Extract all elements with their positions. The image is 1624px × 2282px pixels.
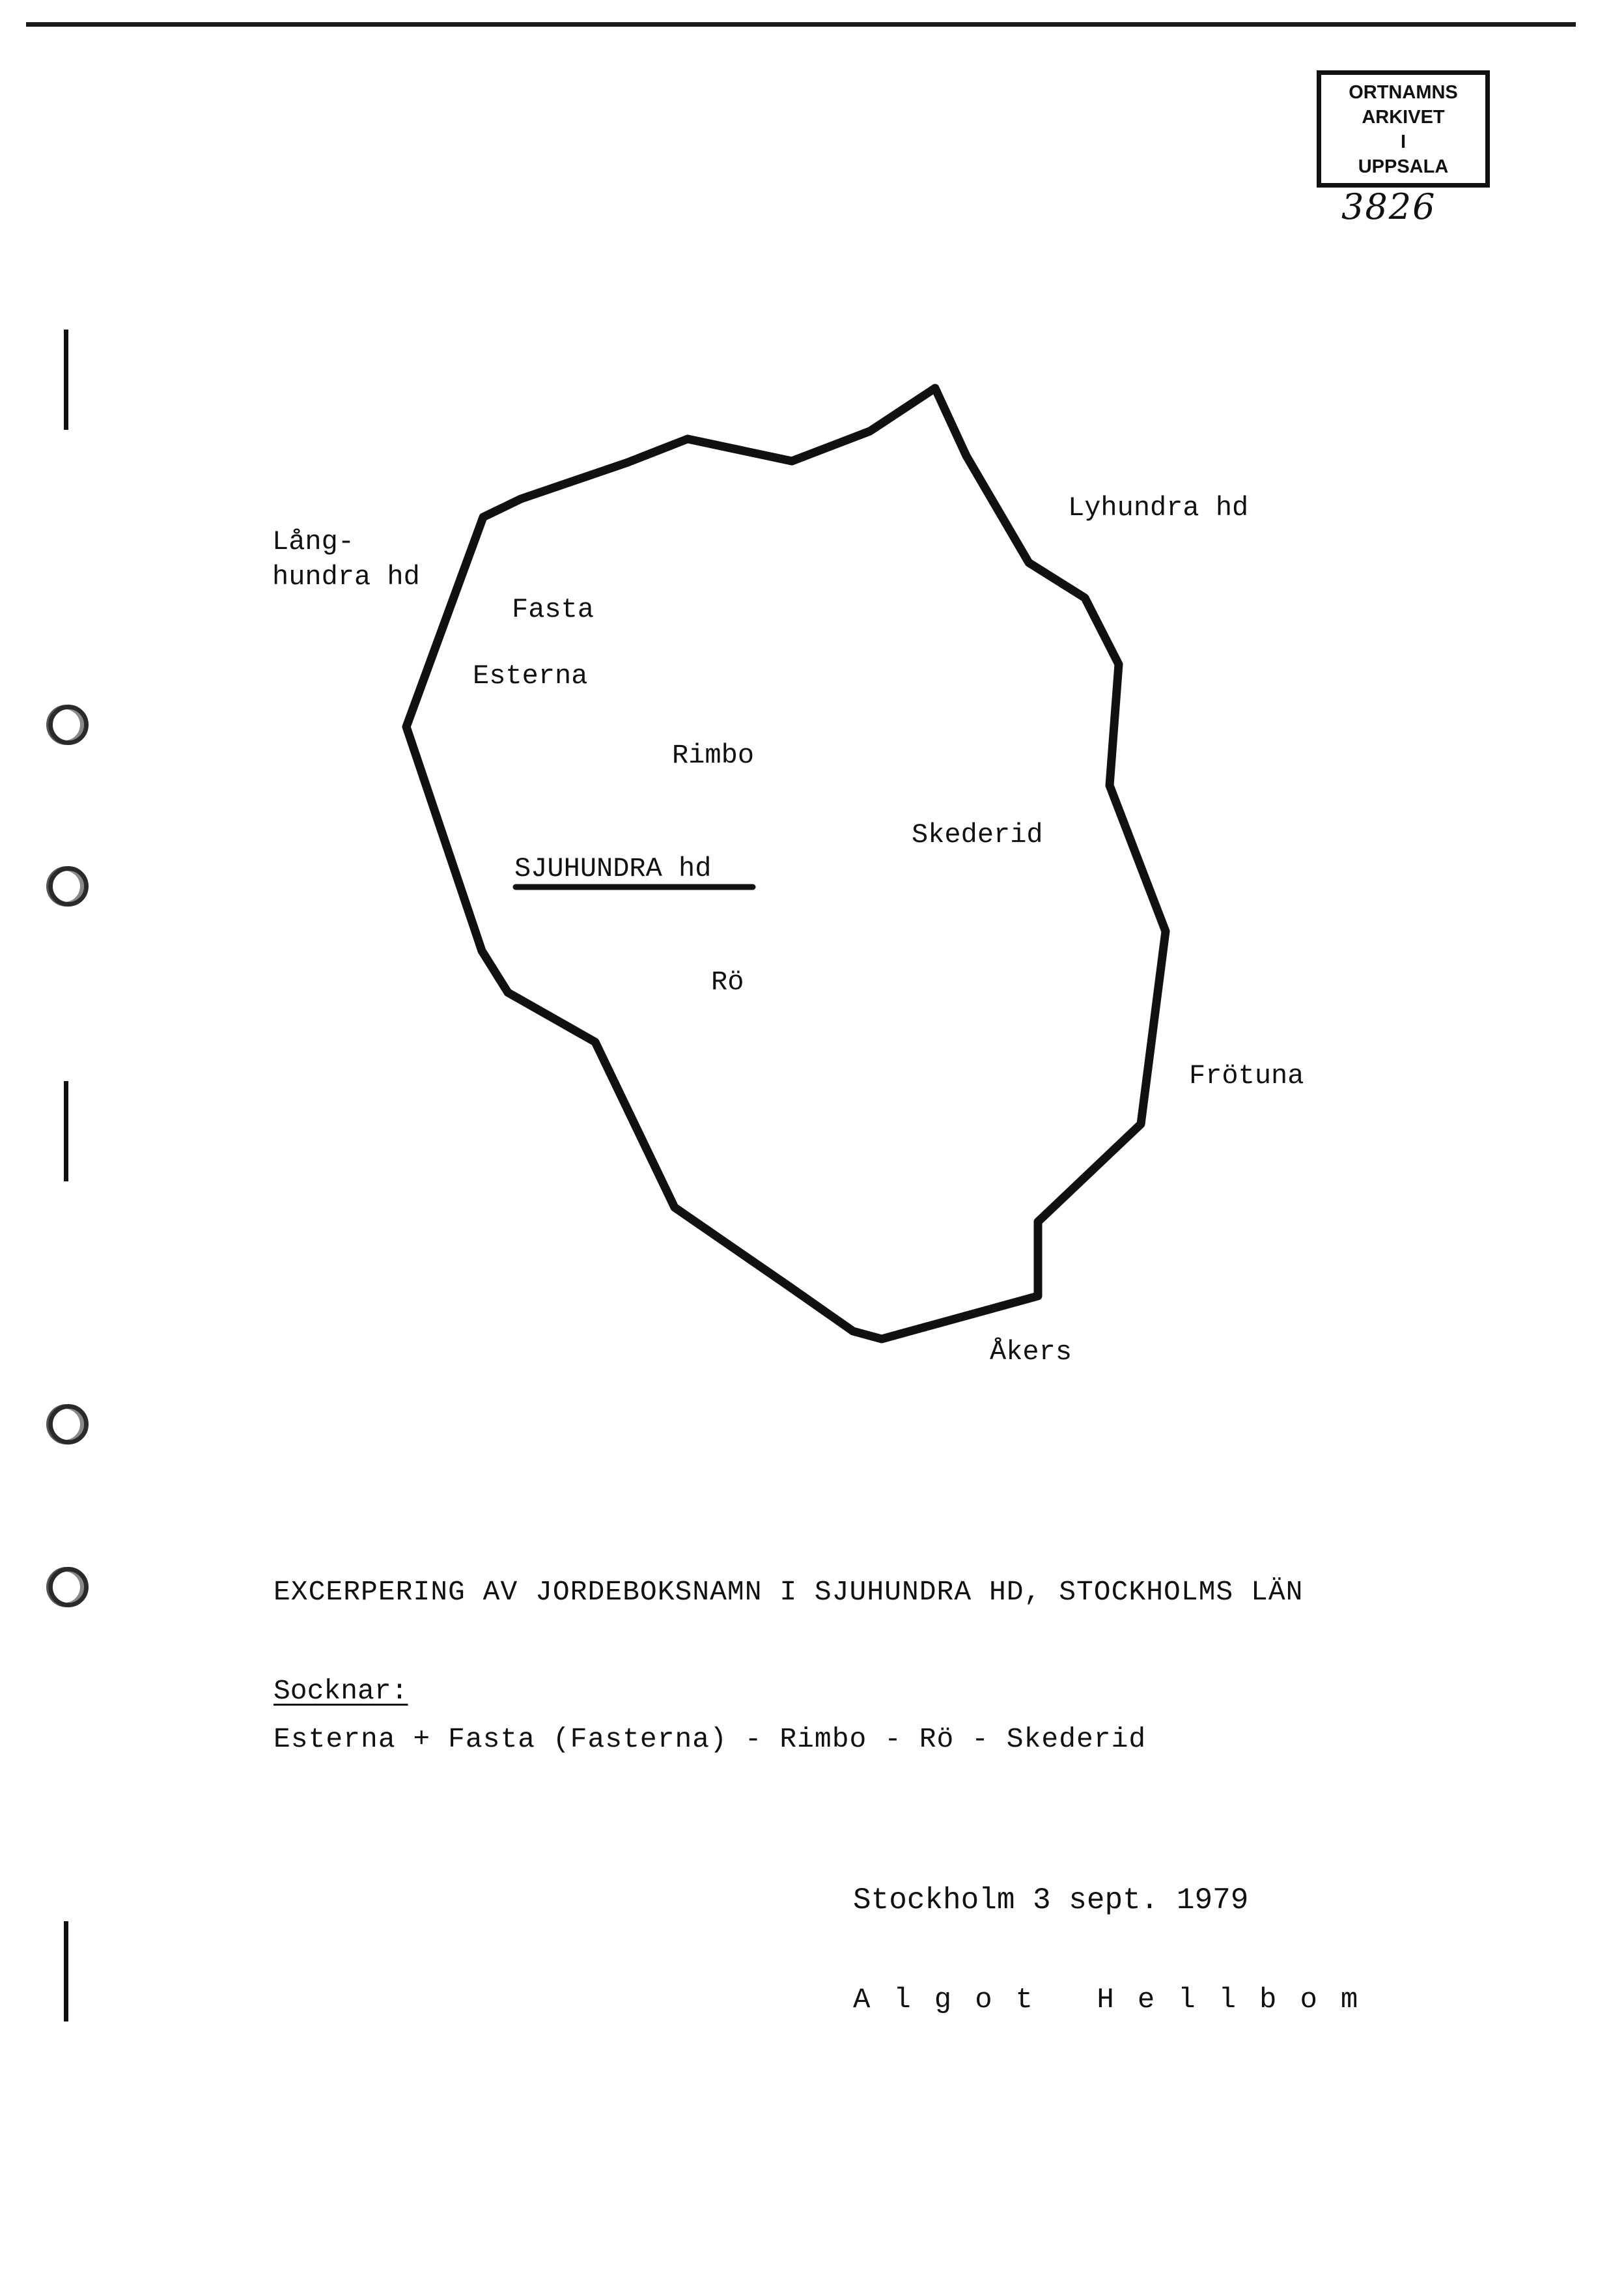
archive-number: 3826 xyxy=(1341,186,1436,227)
parishes-heading: Socknar: xyxy=(273,1675,408,1707)
district-name: SJUHUNDRA hd xyxy=(514,853,712,884)
neighbor-frotuna: Frötuna xyxy=(1189,1060,1304,1092)
neighbor-lang-line1: Lång- xyxy=(272,526,355,557)
stamp-line: ARKIVET xyxy=(1362,107,1445,128)
parishes-list: Esterna + Fasta (Fasterna) - Rimbo - Rö - Skederid xyxy=(273,1723,1147,1755)
author-signature: Algot Hellbom xyxy=(853,1984,1382,2016)
parish-skederid: Skederid xyxy=(912,819,1043,851)
parish-ro: Rö xyxy=(711,966,744,998)
neighbor-lang-line2: hundra hd xyxy=(272,561,420,593)
neighbor-akers: Åkers xyxy=(990,1336,1072,1368)
stamp-line: I xyxy=(1400,132,1407,152)
stamp-line: ORTNAMNS xyxy=(1349,82,1458,103)
place-and-date: Stockholm 3 sept. 1979 xyxy=(853,1883,1249,1917)
document-title: EXCERPERING AV JORDEBOKSNAMN I SJUHUNDRA HD, STOCKHOLMS LÄN xyxy=(273,1576,1304,1608)
parish-esterna: Esterna xyxy=(473,660,588,692)
parish-rimbo: Rimbo xyxy=(672,740,755,771)
parish-fasta: Fasta xyxy=(512,594,595,625)
neighbor-lyhundra: Lyhundra hd xyxy=(1068,492,1249,524)
stamp-line: UPPSALA xyxy=(1358,156,1449,177)
